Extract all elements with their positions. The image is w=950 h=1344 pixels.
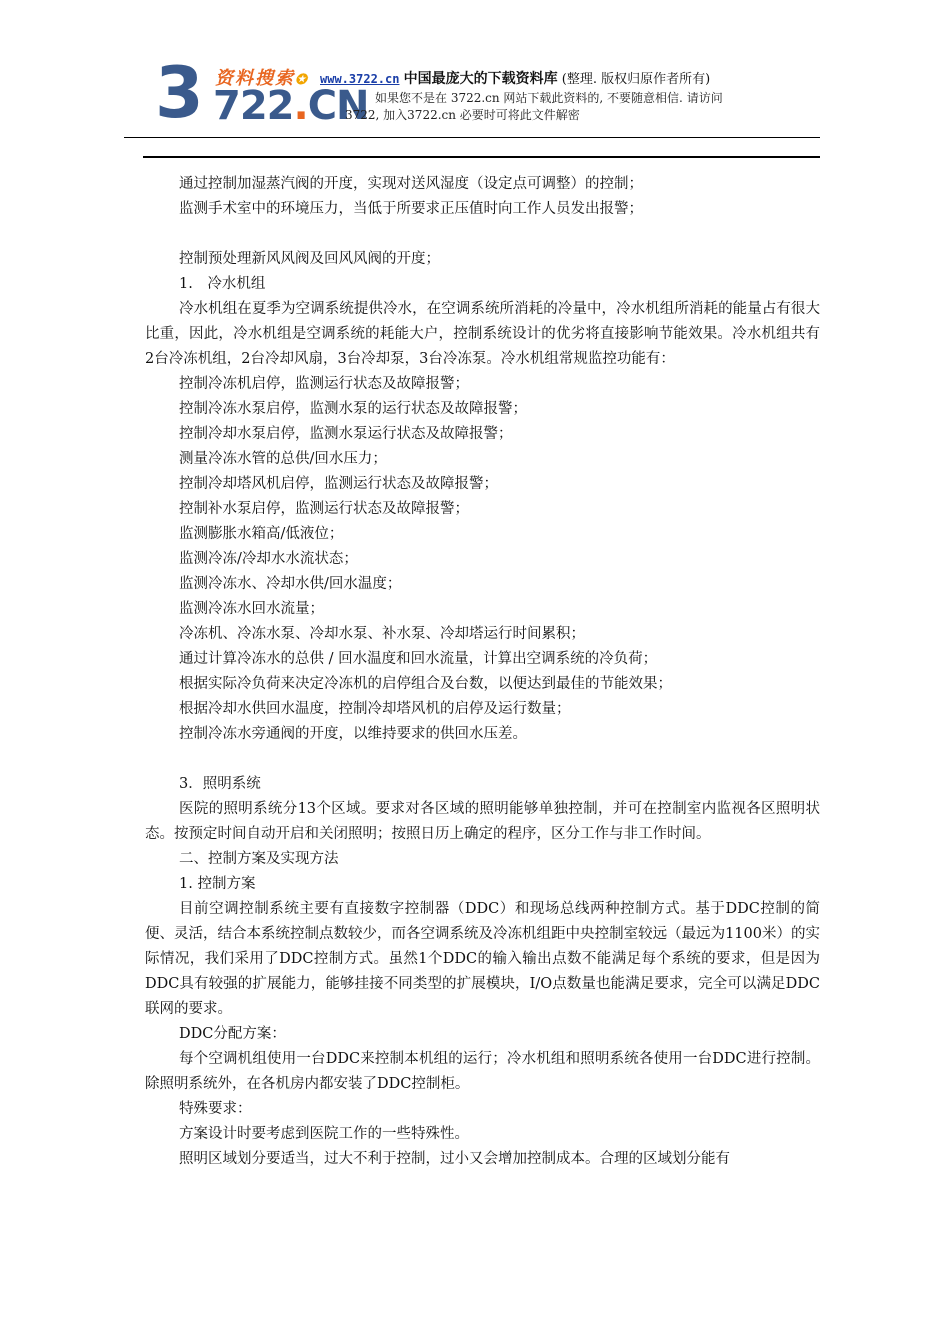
document-body bbox=[145, 172, 820, 1172]
logo-script-text: 资料搜索✪ bbox=[215, 68, 309, 89]
paragraph: 方案设计时要考虑到医院工作的一些特殊性。 bbox=[179, 1126, 469, 1142]
copyright-note: (整理. 版权归原作者所有) bbox=[561, 72, 711, 87]
list-item: 通过计算冷冻水的总供 / 回水温度和回水流量，计算出空调系统的冷负荷； bbox=[179, 651, 658, 667]
blank-line bbox=[145, 747, 820, 772]
content-divider bbox=[143, 156, 820, 158]
section-heading: DDC分配方案： bbox=[179, 1026, 286, 1042]
header-notice-line1: 如果您不是在 3722.cn 网站下载此资料的, 不要随意相信. 请访问 bbox=[375, 91, 723, 105]
list-item: 监测冷冻水回水流量； bbox=[179, 601, 324, 617]
site-url-link[interactable]: www.3722.cn bbox=[320, 72, 400, 86]
paragraph: 通过控制加湿蒸汽阀的开度，实现对送风湿度（设定点可调整）的控制； bbox=[179, 176, 643, 192]
list-item: 冷冻机、冷冻水泵、冷却水泵、补水泵、冷却塔运行时间累积； bbox=[179, 626, 585, 642]
section-heading: 1. 冷水机组 bbox=[179, 276, 266, 292]
logo-domain: 722.CN bbox=[213, 83, 369, 129]
section-heading: 二、控制方案及实现方法 bbox=[179, 851, 339, 867]
list-item: 测量冷冻水管的总供/回水压力； bbox=[179, 451, 387, 467]
list-item: 控制冷却水泵启停，监测水泵运行状态及故障报警； bbox=[179, 426, 513, 442]
list-item: 控制冷却塔风机启停，监测运行状态及故障报警； bbox=[179, 476, 498, 492]
section-heading: 3．照明系统 bbox=[179, 776, 261, 792]
list-item: 监测膨胀水箱高/低液位； bbox=[179, 526, 344, 542]
paragraph: 控制预处理新风风阀及回风风阀的开度； bbox=[179, 251, 440, 267]
site-title: 中国最庞大的下载资料库 bbox=[403, 71, 558, 87]
section-heading: 1. 控制方案 bbox=[179, 876, 256, 892]
list-item: 控制冷冻水泵启停，监测水泵的运行状态及故障报警； bbox=[179, 401, 527, 417]
paragraph: 目前空调控制系统主要有直接数字控制器（DDC）和现场总线两种控制方式。基于DDC控制的简便、灵活，结合本系统控制点数较少，而各空调系统及冷冻机组距中央控制室较远（最远为1100米）的实际情况，我们采用了DDC控制方式。虽然1个DDC的输入输出点数不能满足每个系统的要求，但是因为DDC具有较强的扩展能力，能够挂接不同类型的扩展模块，I/O点数量也能满足要求，完全可以满足DDC联网的要求。 bbox=[145, 901, 820, 1017]
logo-star-icon: ✪ bbox=[295, 72, 309, 88]
paragraph: 冷水机组在夏季为空调系统提供冷水，在空调系统所消耗的冷量中，冷水机组所消耗的能量占有很大比重，因此，冷水机组是空调系统的耗能大户，控制系统设计的优劣将直接影响节能效果。冷水机组共有2台冷冻机组，2台冷却风扇，3台冷却泵，3台冷冻泵。冷水机组常规监控功能有： bbox=[145, 301, 820, 367]
paragraph: 照明区域划分要适当，过大不利于控制，过小又会增加控制成本。合理的区域划分能有 bbox=[179, 1151, 730, 1167]
logo-digit: 3 bbox=[155, 52, 202, 134]
paragraph: 每个空调机组使用一台DDC来控制本机组的运行；冷水机组和照明系统各使用一台DDC进行控制。除照明系统外，在各机房内都安装了DDC控制柜。 bbox=[145, 1051, 820, 1092]
list-item: 根据实际冷负荷来决定冷冻机的启停组合及台数，以便达到最佳的节能效果； bbox=[179, 676, 672, 692]
paragraph: 监测手术室中的环境压力，当低于所要求正压值时向工作人员发出报警； bbox=[179, 201, 643, 217]
header-tagline bbox=[320, 68, 710, 88]
list-item: 监测冷冻水、冷却水供/回水温度； bbox=[179, 576, 402, 592]
page-header bbox=[155, 52, 835, 137]
list-item: 根据冷却水供回水温度，控制冷却塔风机的启停及运行数量； bbox=[179, 701, 571, 717]
header-notice-line2: 3722, 加入3722.cn 必要时可将此文件解密 bbox=[345, 108, 580, 122]
section-heading: 特殊要求： bbox=[179, 1101, 252, 1117]
list-item: 控制补水泵启停，监测运行状态及故障报警； bbox=[179, 501, 469, 517]
list-item: 控制冷冻水旁通阀的开度，以维持要求的供回水压差。 bbox=[179, 726, 527, 742]
blank-line bbox=[145, 222, 820, 247]
list-item: 监测冷冻/冷却水水流状态； bbox=[179, 551, 358, 567]
header-divider bbox=[124, 137, 820, 138]
list-item: 控制冷冻机启停，监测运行状态及故障报警； bbox=[179, 376, 469, 392]
paragraph: 医院的照明系统分13个区域。要求对各区域的照明能够单独控制，并可在控制室内监视各区照明状态。按预定时间自动开启和关闭照明；按照日历上确定的程序，区分工作与非工作时间。 bbox=[145, 801, 820, 842]
